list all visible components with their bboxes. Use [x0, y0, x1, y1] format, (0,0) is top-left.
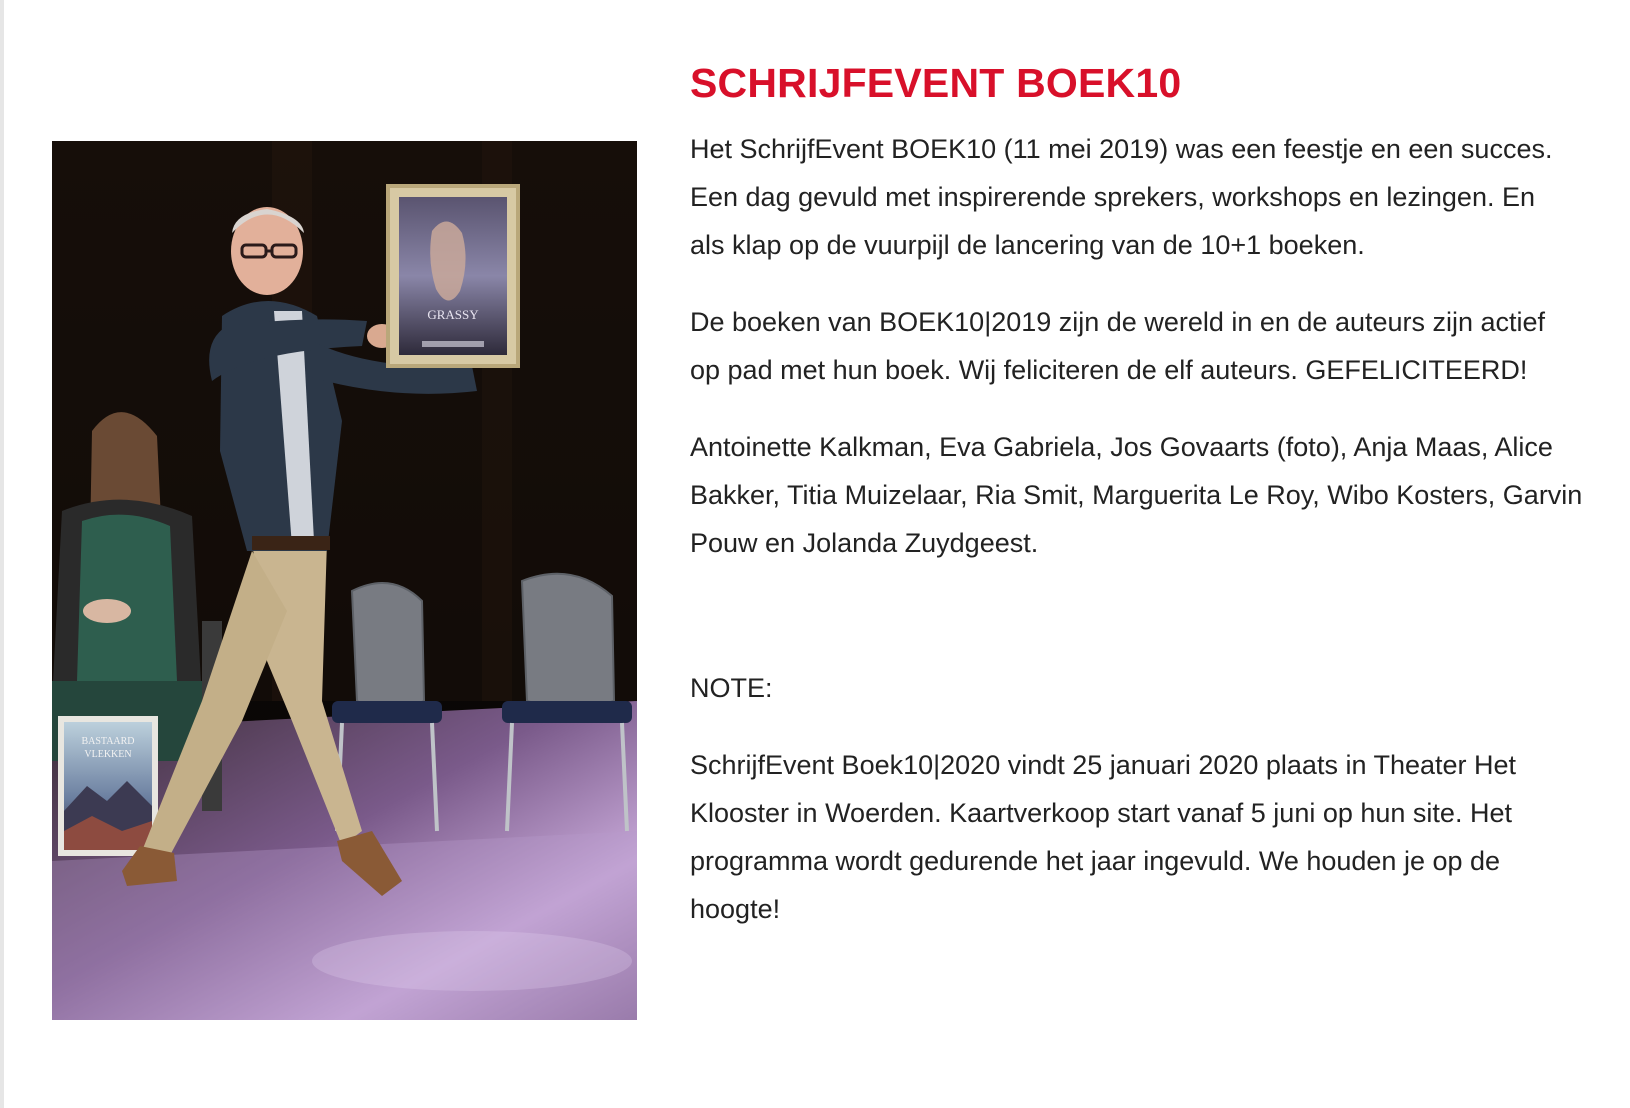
- congratulations-paragraph: De boeken van BOEK10|2019 zijn de wereld in en de auteurs zijn actief op pad met hun boek. Wij feliciteren de elf auteurs. GEFELICITEERD!: [690, 307, 1546, 385]
- article-content: [690, 55, 1590, 962]
- note-label: NOTE:: [690, 673, 773, 703]
- event-photo: [52, 141, 637, 1020]
- page-left-border: [0, 0, 4, 1108]
- floor-poster-title-line2: VLEKKEN: [84, 749, 132, 760]
- floor-poster-title-line1: BASTAARD: [81, 736, 135, 747]
- intro-paragraph: Het SchrijfEvent BOEK10 (11 mei 2019) was een feestje en een succes. Een dag gevuld met inspirerende sprekers, workshops en lezingen. En als klap op de vuurpijl de lancering van de 10+1 boeken.: [690, 134, 1553, 260]
- section-spacer: [690, 596, 1590, 664]
- announcement-paragraph: SchrijfEvent Boek10|2020 vindt 25 januari 2020 plaats in Theater Het Klooster in Woerden. Kaartverkoop start vanaf 5 juni op hun site. Het programma wordt gedurende het jaar ingevuld. We houden je op de hoogte!: [690, 750, 1517, 924]
- authors-list-paragraph: Antoinette Kalkman, Eva Gabriela, Jos Govaarts (foto), Anja Maas, Alice Bakker, Titia Muizelaar, Ria Smit, Marguerita Le Roy, Wibo Kosters, Garvin Pouw en Jolanda Zuydgeest.: [690, 432, 1583, 558]
- held-poster-title: GRASSY: [427, 307, 479, 322]
- page-title: SCHRIJFEVENT BOEK10: [690, 60, 1182, 106]
